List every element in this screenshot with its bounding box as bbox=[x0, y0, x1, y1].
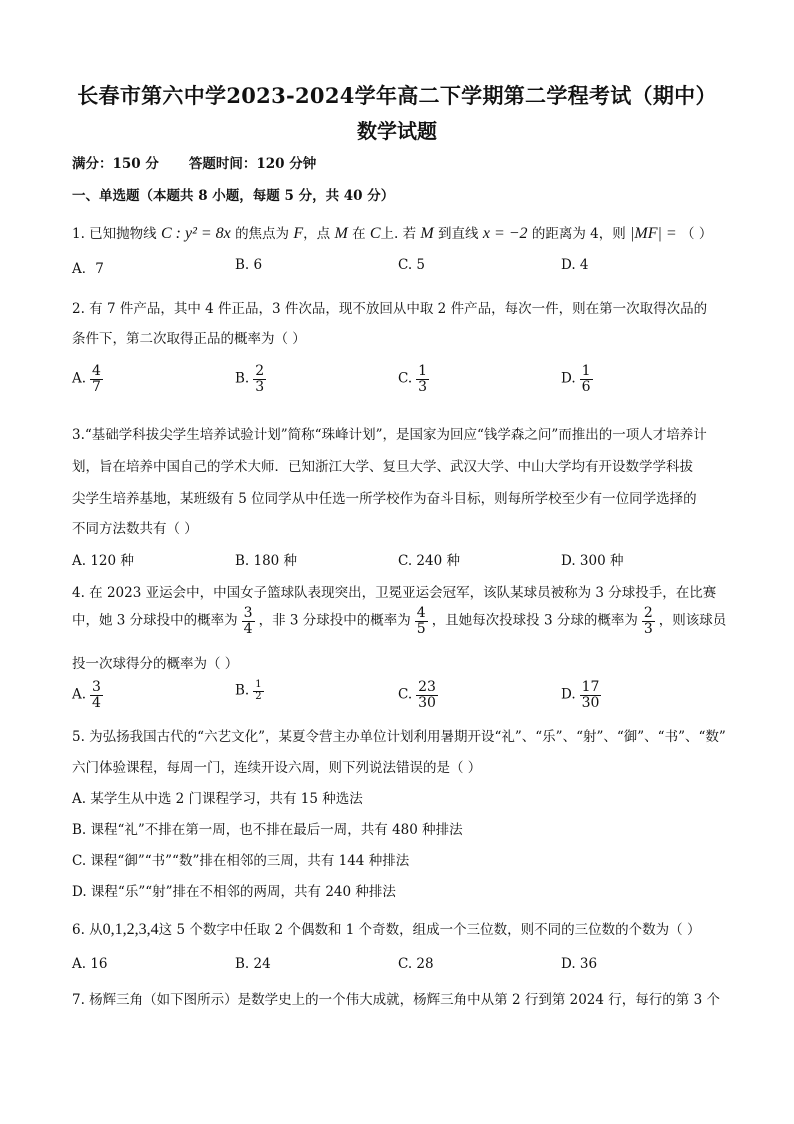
numerator: 2 bbox=[643, 605, 653, 621]
fraction bbox=[642, 606, 655, 636]
option-c: C. 28 bbox=[398, 956, 434, 972]
q1-math: C : y² = 8x bbox=[160, 225, 231, 242]
question-7-line-1: 7. 杨辉三角（如下图所示）是数学史上的一个伟大成就，杨辉三角中从第 2 行到第 2024 行，每行的第 3 个 bbox=[72, 992, 720, 1008]
option-b bbox=[235, 364, 270, 394]
denominator: 2 bbox=[255, 690, 262, 702]
option-a: A．7 bbox=[72, 261, 104, 277]
q4-text: ，非 3 分球投中的概率为 bbox=[258, 612, 411, 629]
q1-text: 的距离为 4，则 bbox=[531, 226, 626, 242]
fraction bbox=[90, 364, 103, 394]
q1-math: M bbox=[420, 225, 434, 242]
denominator: 3 bbox=[255, 378, 265, 395]
option-d: D. 课程“乐”“射”排在不相邻的两周，共有 240 种排法 bbox=[72, 884, 396, 900]
numerator: 1 bbox=[255, 679, 262, 690]
denominator: 5 bbox=[416, 620, 426, 637]
question-3-line-2: 划，旨在培养中国自己的学术大师．已知浙江大学、复旦大学、武汉大学、中山大学均有开设数学学科拔 bbox=[72, 459, 693, 475]
fraction bbox=[580, 680, 602, 710]
numerator: 1 bbox=[418, 363, 428, 379]
option-b: B. 24 bbox=[235, 956, 271, 972]
q1-math: M bbox=[334, 225, 348, 242]
exam-title: 长春市第六中学2023-2024学年高二下学期第二学程考试（期中） bbox=[77, 83, 717, 108]
q1-text: 的焦点为 bbox=[235, 226, 290, 242]
denominator: 4 bbox=[243, 620, 253, 637]
option-d: D. 300 种 bbox=[561, 553, 624, 569]
option-c bbox=[398, 364, 433, 394]
fraction bbox=[253, 680, 263, 702]
numerator: 4 bbox=[416, 605, 426, 621]
option-label: B. bbox=[235, 370, 250, 387]
fraction bbox=[242, 606, 255, 636]
question-4-line-2 bbox=[72, 606, 726, 636]
numerator: 17 bbox=[581, 679, 600, 695]
option-label: C. bbox=[398, 686, 413, 703]
option-a: A. 16 bbox=[72, 956, 108, 972]
option-label: A. bbox=[72, 370, 87, 387]
fraction bbox=[580, 364, 593, 394]
q1-math: C bbox=[369, 225, 381, 242]
option-c: C. 240 种 bbox=[398, 553, 460, 569]
answer-time: 答题时间：120 分钟 bbox=[188, 156, 317, 172]
denominator: 7 bbox=[92, 378, 101, 395]
q1-text: 上. 若 bbox=[380, 226, 417, 242]
question-5-line-2: 六门体验课程，每周一门，连续开设六周，则下列说法错误的是（ ） bbox=[72, 760, 482, 776]
denominator: 4 bbox=[92, 694, 101, 711]
question-3-line-4: 不同方法数共有（ ） bbox=[72, 521, 198, 537]
question-5-line-1: 5. 为弘扬我国古代的“六艺文化”，某夏令营主办单位计划利用暑期开设“礼”、“乐”、“射”、“御”、“书”、“数” bbox=[72, 729, 726, 745]
q6-text: 这 5 个数字中任取 2 个偶数和 1 个奇数，组成一个三位数，则不同的三位数的个数为（ ） bbox=[158, 922, 701, 938]
option-b: B. 180 种 bbox=[235, 553, 298, 569]
option-d bbox=[561, 364, 597, 394]
numerator: 3 bbox=[243, 605, 253, 621]
q4-text: 中，她 3 分球投中的概率为 bbox=[72, 612, 238, 629]
option-c: C. 课程“御”“书”“数”排在相邻的三周，共有 144 种排法 bbox=[72, 853, 410, 869]
denominator: 6 bbox=[581, 378, 591, 395]
q1-math: |MF| = bbox=[630, 225, 677, 242]
question-1-stem bbox=[72, 222, 712, 243]
option-a bbox=[72, 680, 107, 710]
denominator: 3 bbox=[418, 378, 428, 395]
q1-text: ，点 bbox=[303, 226, 331, 242]
exam-subtitle: 数学试题 bbox=[357, 119, 437, 143]
numerator: 3 bbox=[92, 679, 101, 695]
question-2-line-1: 2. 有 7 件产品，其中 4 件正品，3 件次品，现不放回从中取 2 件产品，每次一件，则在第一次取得次品的 bbox=[72, 301, 708, 317]
option-d: D. 4 bbox=[561, 257, 589, 273]
option-c bbox=[398, 680, 442, 710]
q4-text: ，且她每次投球投 3 分球的概率为 bbox=[431, 612, 638, 629]
option-b: B. 6 bbox=[235, 257, 263, 273]
option-label: D. bbox=[561, 686, 576, 703]
option-b: B. 课程“礼”不排在第一周，也不排在最后一周，共有 480 种排法 bbox=[72, 822, 463, 838]
option-a: A. 某学生从中选 2 门课程学习，共有 15 种选法 bbox=[72, 791, 363, 807]
option-label: C. bbox=[398, 370, 413, 387]
question-3-line-3: 尖学生培养基地，某班级有 5 位同学从中任选一所学校作为奋斗目标，则每所学校至少有一位同学选择的 bbox=[72, 491, 697, 507]
q6-text: 6. 从 bbox=[72, 922, 103, 938]
option-a bbox=[72, 364, 107, 394]
numerator: 1 bbox=[581, 363, 591, 379]
option-c: C. 5 bbox=[398, 257, 426, 273]
denominator: 30 bbox=[581, 694, 600, 711]
question-4-line-3: 投一次球得分的概率为（ ） bbox=[72, 656, 239, 672]
numerator: 2 bbox=[255, 363, 265, 379]
option-label: D. bbox=[561, 370, 576, 387]
q1-math: F bbox=[293, 225, 304, 242]
q1-text: 在 bbox=[352, 226, 366, 242]
fraction bbox=[253, 364, 266, 394]
fraction bbox=[415, 606, 428, 636]
question-6-stem bbox=[72, 918, 700, 939]
q1-math: x = −2 bbox=[482, 225, 528, 242]
option-a: A. 120 种 bbox=[72, 553, 134, 569]
q4-text: ，则该球员 bbox=[658, 612, 727, 629]
q1-text: （ ） bbox=[681, 226, 713, 242]
q1-text: 1. 已知抛物线 bbox=[72, 226, 157, 242]
q1-text: 到直线 bbox=[438, 226, 479, 242]
denominator: 3 bbox=[643, 620, 653, 637]
full-score: 满分：150 分 bbox=[72, 156, 159, 172]
denominator: 30 bbox=[418, 694, 436, 711]
option-d bbox=[561, 680, 605, 710]
question-4-line-1: 4. 在 2023 亚运会中，中国女子篮球队表现突出，卫冕亚运会冠军，该队某球员被称为 3 分球投手，在比赛 bbox=[72, 585, 717, 601]
q6-math: 0,1,2,3,4 bbox=[102, 921, 159, 938]
option-label: A. bbox=[72, 686, 87, 703]
option-d: D. 36 bbox=[561, 956, 598, 972]
section-heading: 一、单选题（本题共 8 小题，每题 5 分，共 40 分） bbox=[72, 188, 395, 204]
fraction bbox=[416, 364, 429, 394]
exam-meta bbox=[72, 152, 316, 172]
numerator: 23 bbox=[418, 679, 436, 695]
fraction bbox=[416, 680, 438, 710]
numerator: 4 bbox=[92, 363, 101, 379]
question-3-line-1: 3.“基础学科拔尖学生培养试验计划”简称“珠峰计划”，是国家为回应“钱学森之问”而推出的一项人才培养计 bbox=[72, 427, 707, 443]
option-b bbox=[235, 680, 268, 702]
question-2-line-2: 条件下，第二次取得正品的概率为（ ） bbox=[72, 331, 306, 347]
option-label: B. bbox=[235, 682, 250, 699]
fraction bbox=[90, 680, 103, 710]
